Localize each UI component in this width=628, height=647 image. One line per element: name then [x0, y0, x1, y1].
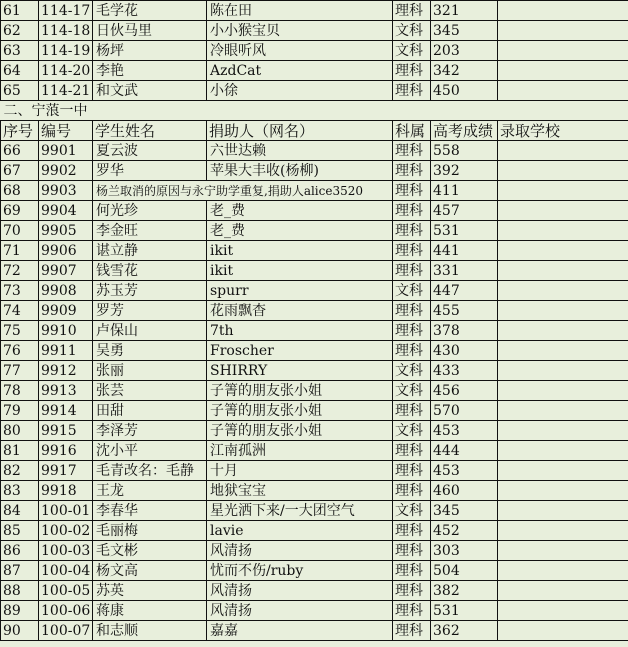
cell-name: 何光珍 — [93, 201, 207, 221]
cell-school — [498, 521, 628, 541]
cell-school — [498, 621, 628, 641]
cell-school — [498, 361, 628, 381]
cell-subject: 文科 — [393, 501, 431, 521]
cell-donor: lavie — [207, 521, 393, 541]
cell-seq: 86 — [1, 541, 39, 561]
cell-score: 411 — [431, 181, 498, 201]
cell-school — [498, 501, 628, 521]
cell-code: 114-17 — [39, 1, 93, 21]
cell-school — [498, 221, 628, 241]
table-row — [1, 61, 628, 81]
cell-score: 433 — [431, 361, 498, 381]
table-row — [1, 281, 628, 301]
cell-subject: 理科 — [393, 1, 431, 21]
cell-score: 453 — [431, 461, 498, 481]
cell-donor: 子箐的朋友张小姐 — [207, 421, 393, 441]
cell-code: 9914 — [39, 401, 93, 421]
cell-name: 谌立静 — [93, 241, 207, 261]
table-row — [1, 321, 628, 341]
cell-school — [498, 1, 628, 21]
cell-score: 378 — [431, 321, 498, 341]
cell-code: 9903 — [39, 181, 93, 201]
table-row — [1, 481, 628, 501]
cell-donor: 小小猴宝贝 — [207, 21, 393, 41]
cell-name: 卢保山 — [93, 321, 207, 341]
cell-seq: 84 — [1, 501, 39, 521]
cell-subject: 理科 — [393, 221, 431, 241]
cell-code: 100-04 — [39, 561, 93, 581]
cell-score: 444 — [431, 441, 498, 461]
cell-score: 452 — [431, 521, 498, 541]
cell-seq: 61 — [1, 1, 39, 21]
cell-score: 531 — [431, 601, 498, 621]
cell-score: 331 — [431, 261, 498, 281]
table-row — [1, 341, 628, 361]
cell-code: 9915 — [39, 421, 93, 441]
cell-donor: AzdCat — [207, 61, 393, 81]
cell-school — [498, 421, 628, 441]
cell-seq: 83 — [1, 481, 39, 501]
cell-donor: ikit — [207, 241, 393, 261]
table-row — [1, 461, 628, 481]
cell-name: 沈小平 — [93, 441, 207, 461]
header-name: 学生姓名 — [93, 121, 207, 141]
cell-seq: 85 — [1, 521, 39, 541]
section-row-group — [1, 101, 628, 141]
cell-seq: 69 — [1, 201, 39, 221]
cell-school — [498, 321, 628, 341]
cell-school — [498, 481, 628, 501]
cell-subject: 理科 — [393, 621, 431, 641]
cell-name: 吴勇 — [93, 341, 207, 361]
cell-subject: 理科 — [393, 401, 431, 421]
cell-seq: 68 — [1, 181, 39, 201]
cell-donor: SHIRRY — [207, 361, 393, 381]
cell-subject: 文科 — [393, 21, 431, 41]
cell-donor: 子箐的朋友张小姐 — [207, 381, 393, 401]
cell-seq: 89 — [1, 601, 39, 621]
cell-seq: 74 — [1, 301, 39, 321]
cell-name: 和志顺 — [93, 621, 207, 641]
section-row — [1, 101, 628, 121]
cell-name: 田甜 — [93, 401, 207, 421]
cell-seq: 66 — [1, 141, 39, 161]
cell-subject: 理科 — [393, 301, 431, 321]
cell-subject: 理科 — [393, 321, 431, 341]
cell-donor: 风清扬 — [207, 581, 393, 601]
header-donor: 捐助人（网名） — [207, 121, 393, 141]
cell-subject: 文科 — [393, 421, 431, 441]
table-row — [1, 181, 628, 201]
cell-score: 447 — [431, 281, 498, 301]
cell-subject: 理科 — [393, 341, 431, 361]
cell-name: 毛学花 — [93, 1, 207, 21]
cell-donor: 7th — [207, 321, 393, 341]
cell-seq: 76 — [1, 341, 39, 361]
cell-school — [498, 81, 628, 101]
cell-donor: 嘉嘉 — [207, 621, 393, 641]
cell-subject: 理科 — [393, 161, 431, 181]
cell-school — [498, 401, 628, 421]
cell-score: 460 — [431, 481, 498, 501]
cell-code: 100-02 — [39, 521, 93, 541]
cell-school — [498, 341, 628, 361]
cell-seq: 65 — [1, 81, 39, 101]
cell-donor: 陈在田 — [207, 1, 393, 21]
table-row — [1, 81, 628, 101]
cell-school — [498, 241, 628, 261]
cell-school — [498, 461, 628, 481]
cell-donor: spurr — [207, 281, 393, 301]
cell-subject: 理科 — [393, 541, 431, 561]
table-row — [1, 621, 628, 641]
cell-donor: 花雨飘杳 — [207, 301, 393, 321]
cell-name: 杨兰取消的原因与永宁助学重复,捐助人alice3520 — [93, 181, 393, 201]
table-row — [1, 161, 628, 181]
cell-seq: 77 — [1, 361, 39, 381]
cell-subject: 理科 — [393, 181, 431, 201]
table-row — [1, 441, 628, 461]
cell-school — [498, 441, 628, 461]
cell-name: 李金旺 — [93, 221, 207, 241]
cell-score: 430 — [431, 341, 498, 361]
cell-seq: 62 — [1, 21, 39, 41]
cell-donor: 冷眼听风 — [207, 41, 393, 61]
table-row — [1, 21, 628, 41]
cell-code: 100-03 — [39, 541, 93, 561]
table-row — [1, 541, 628, 561]
table-row — [1, 241, 628, 261]
cell-donor: 星光洒下来/一大团空气 — [207, 501, 393, 521]
cell-name: 日伙马里 — [93, 21, 207, 41]
table-row — [1, 201, 628, 221]
cell-donor: 六世达赖 — [207, 141, 393, 161]
cell-school — [498, 41, 628, 61]
cell-code: 100-01 — [39, 501, 93, 521]
cell-subject: 理科 — [393, 561, 431, 581]
cell-code: 9907 — [39, 261, 93, 281]
cell-seq: 75 — [1, 321, 39, 341]
table-row — [1, 361, 628, 381]
cell-donor: ikit — [207, 261, 393, 281]
cell-code: 9911 — [39, 341, 93, 361]
cell-score: 504 — [431, 561, 498, 581]
cell-code: 9908 — [39, 281, 93, 301]
cell-subject: 文科 — [393, 41, 431, 61]
cell-name: 罗华 — [93, 161, 207, 181]
cell-name: 王龙 — [93, 481, 207, 501]
cell-seq: 90 — [1, 621, 39, 641]
header-seq: 序号 — [1, 121, 39, 141]
cell-score: 531 — [431, 221, 498, 241]
table-body-bottom — [1, 141, 628, 641]
cell-score: 450 — [431, 81, 498, 101]
cell-donor: 地狱宝宝 — [207, 481, 393, 501]
cell-subject: 理科 — [393, 441, 431, 461]
cell-seq: 72 — [1, 261, 39, 281]
cell-name: 毛青改名：毛静 — [93, 461, 207, 481]
cell-code: 9912 — [39, 361, 93, 381]
table-row — [1, 581, 628, 601]
cell-subject: 理科 — [393, 581, 431, 601]
cell-school — [498, 181, 628, 201]
cell-seq: 73 — [1, 281, 39, 301]
cell-donor: 子箐的朋友张小姐 — [207, 401, 393, 421]
cell-donor: 小徐 — [207, 81, 393, 101]
cell-donor: 老_费 — [207, 201, 393, 221]
cell-subject: 文科 — [393, 381, 431, 401]
table-row — [1, 41, 628, 61]
table-row — [1, 601, 628, 621]
header-code: 编号 — [39, 121, 93, 141]
cell-seq: 78 — [1, 381, 39, 401]
table-row — [1, 221, 628, 241]
cell-name: 蒋康 — [93, 601, 207, 621]
table-row — [1, 381, 628, 401]
cell-score: 457 — [431, 201, 498, 221]
cell-score: 382 — [431, 581, 498, 601]
cell-code: 114-21 — [39, 81, 93, 101]
cell-code: 9904 — [39, 201, 93, 221]
cell-seq: 87 — [1, 561, 39, 581]
cell-school — [498, 281, 628, 301]
cell-name: 苏英 — [93, 581, 207, 601]
cell-score: 321 — [431, 1, 498, 21]
cell-code: 9916 — [39, 441, 93, 461]
cell-score: 570 — [431, 401, 498, 421]
cell-subject: 理科 — [393, 241, 431, 261]
cell-score: 203 — [431, 41, 498, 61]
cell-subject: 理科 — [393, 601, 431, 621]
cell-name: 李春华 — [93, 501, 207, 521]
cell-name: 杨文高 — [93, 561, 207, 581]
cell-code: 9917 — [39, 461, 93, 481]
cell-subject: 理科 — [393, 61, 431, 81]
cell-score: 453 — [431, 421, 498, 441]
cell-seq: 64 — [1, 61, 39, 81]
cell-seq: 82 — [1, 461, 39, 481]
cell-code: 9913 — [39, 381, 93, 401]
cell-name: 杨坪 — [93, 41, 207, 61]
cell-name: 毛文彬 — [93, 541, 207, 561]
cell-subject: 理科 — [393, 461, 431, 481]
cell-code: 114-19 — [39, 41, 93, 61]
table-row — [1, 421, 628, 441]
cell-school — [498, 381, 628, 401]
cell-code: 9901 — [39, 141, 93, 161]
cell-code: 9918 — [39, 481, 93, 501]
cell-seq: 79 — [1, 401, 39, 421]
cell-code: 100-06 — [39, 601, 93, 621]
cell-name: 李泽芳 — [93, 421, 207, 441]
cell-subject: 理科 — [393, 521, 431, 541]
cell-score: 362 — [431, 621, 498, 641]
cell-donor: 老_费 — [207, 221, 393, 241]
cell-seq: 88 — [1, 581, 39, 601]
table-row — [1, 501, 628, 521]
cell-score: 345 — [431, 501, 498, 521]
cell-donor: 江南孤洲 — [207, 441, 393, 461]
cell-school — [498, 581, 628, 601]
cell-name: 李艳 — [93, 61, 207, 81]
header-row — [1, 121, 628, 141]
cell-school — [498, 541, 628, 561]
cell-donor: 忧而不伤/ruby — [207, 561, 393, 581]
cell-name: 张芸 — [93, 381, 207, 401]
cell-code: 9905 — [39, 221, 93, 241]
cell-seq: 67 — [1, 161, 39, 181]
cell-score: 392 — [431, 161, 498, 181]
cell-seq: 80 — [1, 421, 39, 441]
cell-score: 456 — [431, 381, 498, 401]
section-title: 二、宁蒗一中 — [1, 101, 628, 121]
cell-subject: 文科 — [393, 281, 431, 301]
cell-score: 303 — [431, 541, 498, 561]
cell-code: 114-18 — [39, 21, 93, 41]
cell-subject: 理科 — [393, 261, 431, 281]
cell-school — [498, 161, 628, 181]
cell-name: 和文武 — [93, 81, 207, 101]
cell-score: 455 — [431, 301, 498, 321]
cell-score: 441 — [431, 241, 498, 261]
cell-subject: 理科 — [393, 201, 431, 221]
cell-code: 9909 — [39, 301, 93, 321]
cell-donor: Froscher — [207, 341, 393, 361]
cell-score: 342 — [431, 61, 498, 81]
cell-seq: 71 — [1, 241, 39, 261]
header-score: 高考成绩 — [431, 121, 498, 141]
cell-code: 100-07 — [39, 621, 93, 641]
cell-seq: 70 — [1, 221, 39, 241]
cell-donor: 十月 — [207, 461, 393, 481]
table-row — [1, 261, 628, 281]
cell-subject: 理科 — [393, 481, 431, 501]
cell-subject: 文科 — [393, 361, 431, 381]
cell-code: 114-20 — [39, 61, 93, 81]
cell-donor: 苹果大丰收(杨柳) — [207, 161, 393, 181]
cell-name: 罗芳 — [93, 301, 207, 321]
table-row — [1, 141, 628, 161]
cell-seq: 63 — [1, 41, 39, 61]
cell-school — [498, 261, 628, 281]
cell-code: 9906 — [39, 241, 93, 261]
cell-name: 张丽 — [93, 361, 207, 381]
cell-donor: 风清扬 — [207, 541, 393, 561]
cell-subject: 理科 — [393, 141, 431, 161]
cell-school — [498, 61, 628, 81]
cell-score: 558 — [431, 141, 498, 161]
cell-school — [498, 141, 628, 161]
cell-school — [498, 561, 628, 581]
cell-school — [498, 201, 628, 221]
table-row — [1, 561, 628, 581]
cell-code: 100-05 — [39, 581, 93, 601]
table-row — [1, 1, 628, 21]
cell-name: 夏云波 — [93, 141, 207, 161]
cell-name: 钱雪花 — [93, 261, 207, 281]
table-row — [1, 301, 628, 321]
cell-code: 9902 — [39, 161, 93, 181]
header-school: 录取学校 — [498, 121, 628, 141]
cell-name: 苏玉芳 — [93, 281, 207, 301]
cell-code: 9910 — [39, 321, 93, 341]
cell-donor: 风清扬 — [207, 601, 393, 621]
table-row — [1, 521, 628, 541]
cell-name: 毛丽梅 — [93, 521, 207, 541]
header-subject: 科属 — [393, 121, 431, 141]
cell-seq: 81 — [1, 441, 39, 461]
cell-school — [498, 301, 628, 321]
cell-score: 345 — [431, 21, 498, 41]
cell-school — [498, 21, 628, 41]
table-row — [1, 401, 628, 421]
cell-subject: 理科 — [393, 81, 431, 101]
cell-school — [498, 601, 628, 621]
table-body-top — [1, 1, 628, 101]
